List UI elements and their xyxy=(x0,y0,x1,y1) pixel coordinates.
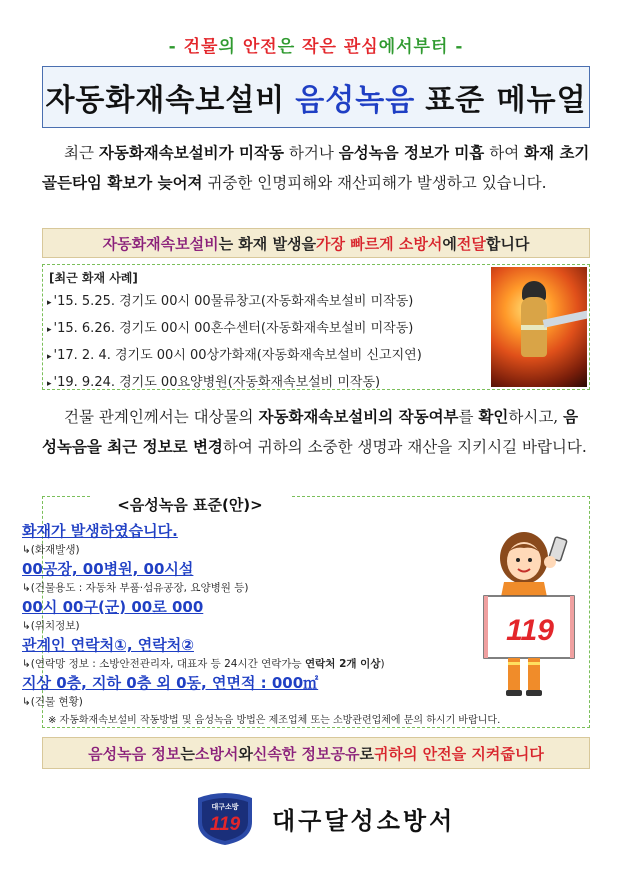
banner1-text-3: 합니다 xyxy=(485,234,530,253)
list-item xyxy=(47,343,422,370)
cases-heading: [최근 화재 사례] xyxy=(49,271,138,285)
case-text: '19. 9.24. 경기도 00요양병원(자동화재속보설비 미작동) xyxy=(53,375,381,390)
intro-text-4: 귀중한 인명피해와 재산피해가 발생하고 있습니다. xyxy=(202,174,547,192)
intro-text-2: 하거나 xyxy=(283,144,339,162)
standard-sub-usage: ↳(건물용도 : 자동차 부품·섬유공장, 요양병원 등) xyxy=(22,582,249,594)
intro-text-1: 최근 xyxy=(64,144,99,162)
firefighter-photo xyxy=(491,267,587,387)
case-text: '15. 6.26. 경기도 00시 00혼수센터(자동화재속보설비 미작동) xyxy=(53,321,414,336)
standard-line-building: 지상 0층, 지하 0층 외 0동, 연면적 : 000㎡ xyxy=(22,674,319,692)
slogan-word-interest: 관심 xyxy=(343,37,379,57)
banner2-voice-info: 음성녹음 정보 xyxy=(88,744,181,763)
contact-sub-bold: 연락처 2개 이상 xyxy=(304,658,381,670)
title-part-manual: 표준 메뉴얼 xyxy=(425,83,587,118)
slogan-word-building: 건물 xyxy=(183,37,219,57)
list-item xyxy=(47,316,422,343)
page-title xyxy=(42,66,590,128)
fire-department-emblem-icon xyxy=(192,790,258,846)
banner2-text-1: 는 xyxy=(180,744,195,763)
station-name: 대구달성소방서 xyxy=(272,806,456,835)
standard-line-location: 00시 00구(군) 00로 000 xyxy=(22,598,204,616)
standard-line-usage: 00공장, 00병원, 00시설 xyxy=(22,560,194,578)
water-spray xyxy=(543,310,587,327)
list-item xyxy=(47,370,422,397)
title-part-system: 자동화재속보설비 xyxy=(45,83,286,118)
banner-info-sharing xyxy=(42,737,590,769)
standard-line-fire: 화재가 발생하였습니다. xyxy=(22,522,178,540)
sign-119-text: 119 xyxy=(506,614,554,647)
inquiry-note: ※ 자동화재속보설비 작동방법 및 음성녹음 방법은 제조업체 또는 소방관련업체에 문의 하시기 바랍니다. xyxy=(48,715,501,726)
slogan-dash-left: - xyxy=(168,37,177,57)
slogan-particle-3: 에서부터 xyxy=(378,37,449,57)
request-text-1: 건물 관계인께서는 대상물의 xyxy=(64,408,259,426)
bullet-icon: ▸ xyxy=(47,298,52,308)
intro-paragraph xyxy=(42,138,592,198)
request-paragraph xyxy=(42,402,592,462)
girl-with-119-sign-illustration xyxy=(478,528,586,698)
voice-standard-title: <음성녹음 표준(안)> xyxy=(90,494,290,515)
request-text-2: 를 xyxy=(458,408,479,426)
banner1-text-2: 에 xyxy=(442,234,457,253)
banner2-sharing: 신속한 정보공유 xyxy=(252,744,360,763)
banner2-text-2: 와 xyxy=(238,744,253,763)
banner1-text-1: 는 화재 발생을 xyxy=(218,234,316,253)
intro-bold-1: 자동화재속보설비가 미작동 xyxy=(98,143,284,162)
recent-fire-cases xyxy=(42,264,590,390)
title-part-voice: 음성녹음 xyxy=(295,83,416,118)
banner1-fastest: 가장 빠르게 소방서 xyxy=(315,234,443,253)
case-text: '17. 2. 4. 경기도 00시 00상가화재(자동화재속보설비 신고지연) xyxy=(53,348,422,363)
slogan xyxy=(0,32,632,57)
standard-sub-contact xyxy=(22,656,385,671)
banner1-system: 자동화재속보설비 xyxy=(102,234,219,253)
contact-sub-text: ↳(연락망 정보 : 소방안전관리자, 대표자 등 24시간 연락가능 xyxy=(22,658,305,670)
footer xyxy=(192,790,455,846)
cases-list xyxy=(47,289,422,397)
banner2-text-3: 로 xyxy=(359,744,374,763)
bullet-icon: ▸ xyxy=(47,325,52,335)
slogan-word-safety: 안전 xyxy=(242,37,278,57)
contact-sub-close: ) xyxy=(380,658,385,670)
bullet-icon: ▸ xyxy=(47,379,52,389)
banner2-station: 소방서 xyxy=(194,744,239,763)
request-text-4: 하여 귀하의 소중한 생명과 재산을 지키시길 바랍니다. xyxy=(222,438,587,456)
slogan-particle-2: 은 xyxy=(277,37,296,57)
banner-fast-report xyxy=(42,228,590,258)
slogan-dash-right: - xyxy=(455,37,464,57)
banner2-safety: 귀하의 안전을 지켜줍니다 xyxy=(373,744,544,763)
list-item xyxy=(47,289,422,316)
slogan-word-small: 작은 xyxy=(302,37,337,57)
standard-sub-location: ↳(위치정보) xyxy=(22,620,80,632)
request-text-3: 하시고, xyxy=(508,408,564,426)
intro-text-3: 하여 xyxy=(484,144,525,162)
standard-sub-building: ↳(건물 현황) xyxy=(22,696,83,708)
request-bold-2: 확인 xyxy=(478,407,509,426)
banner1-deliver: 전달 xyxy=(456,234,486,253)
bullet-icon: ▸ xyxy=(47,352,52,362)
case-text: '15. 5.25. 경기도 00시 00물류창고(자동화재속보설비 미작동) xyxy=(53,294,414,309)
standard-sub-fire: ↳(화재발생) xyxy=(22,544,80,556)
intro-bold-2: 음성녹음 정보가 미흡 xyxy=(338,143,485,162)
slogan-particle-1: 의 xyxy=(218,37,236,57)
intro-bold-3: 화재 초기 골든타임 확보가 늦어져 xyxy=(42,143,590,192)
request-bold-3: 음성녹음을 최근 정보로 변경 xyxy=(42,407,579,456)
emblem-top-text: 대구소방 xyxy=(211,804,239,811)
standard-line-contact: 관계인 연락처①, 연락처② xyxy=(22,636,194,654)
request-bold-1: 자동화재속보설비의 작동여부 xyxy=(258,407,459,426)
emblem-119-text: 119 xyxy=(209,814,241,835)
